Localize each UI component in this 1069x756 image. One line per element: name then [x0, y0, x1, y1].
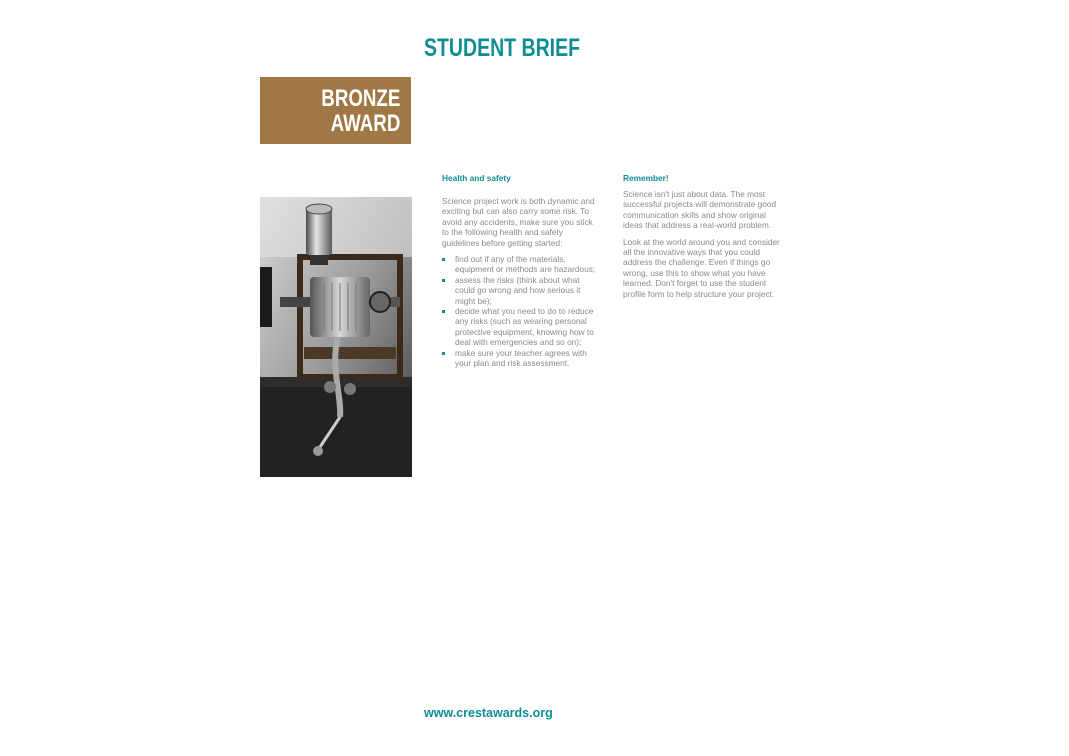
apparatus-photo-illustration [260, 197, 412, 477]
award-label-line1: BRONZE [320, 85, 400, 112]
remember-heading: Remember! [623, 173, 669, 183]
remember-paragraph-1: Science isn't just about data. The most successful projects will demonstrate good communication skills and show original ideas that address a real-world problem. [623, 189, 777, 231]
remember-paragraph-2: Look at the world around you and consider all the innovative ways that you could address the challenge. Even if things go wrong, use this to show what you have learned. Don't forget to use the student profile form to help structure your project. [623, 236, 780, 299]
health-and-safety-section [442, 173, 600, 369]
apparatus-photo [260, 197, 412, 477]
page-title: STUDENT BRIEF [424, 34, 580, 62]
list-item-text: decide what you need to do to reduce any risks (such as wearing personal protective equipment, knowing how to deal with emergencies and so on); [455, 306, 594, 348]
footer-website-link[interactable]: www.crestawards.org [424, 706, 553, 720]
award-label [321, 86, 400, 136]
bullet-icon [442, 258, 445, 261]
list-item [442, 306, 600, 348]
health-and-safety-intro: Science project work is both dynamic and exciting but can also carry some risk. To avoid any accidents, make sure you stick to the following health and safety guidelines before getting started: [442, 196, 595, 248]
list-item-text: find out if any of the materials, equipment or methods are hazardous; [455, 254, 596, 275]
bronze-award-badge [260, 77, 411, 144]
remember-section [623, 173, 781, 305]
bullet-icon [442, 310, 445, 313]
list-item [442, 348, 600, 369]
list-item [442, 254, 600, 275]
health-and-safety-heading: Health and safety [442, 173, 511, 183]
list-item-text: make sure your teacher agrees with your plan and risk assessment. [455, 347, 587, 369]
list-item [442, 275, 600, 306]
bullet-icon [442, 352, 445, 355]
safety-guidelines-list [442, 254, 600, 368]
award-label-line2: AWARD [330, 110, 400, 137]
bullet-icon [442, 279, 445, 282]
list-item-text: assess the risks (think about what could go wrong and how serious it might be); [455, 274, 581, 306]
